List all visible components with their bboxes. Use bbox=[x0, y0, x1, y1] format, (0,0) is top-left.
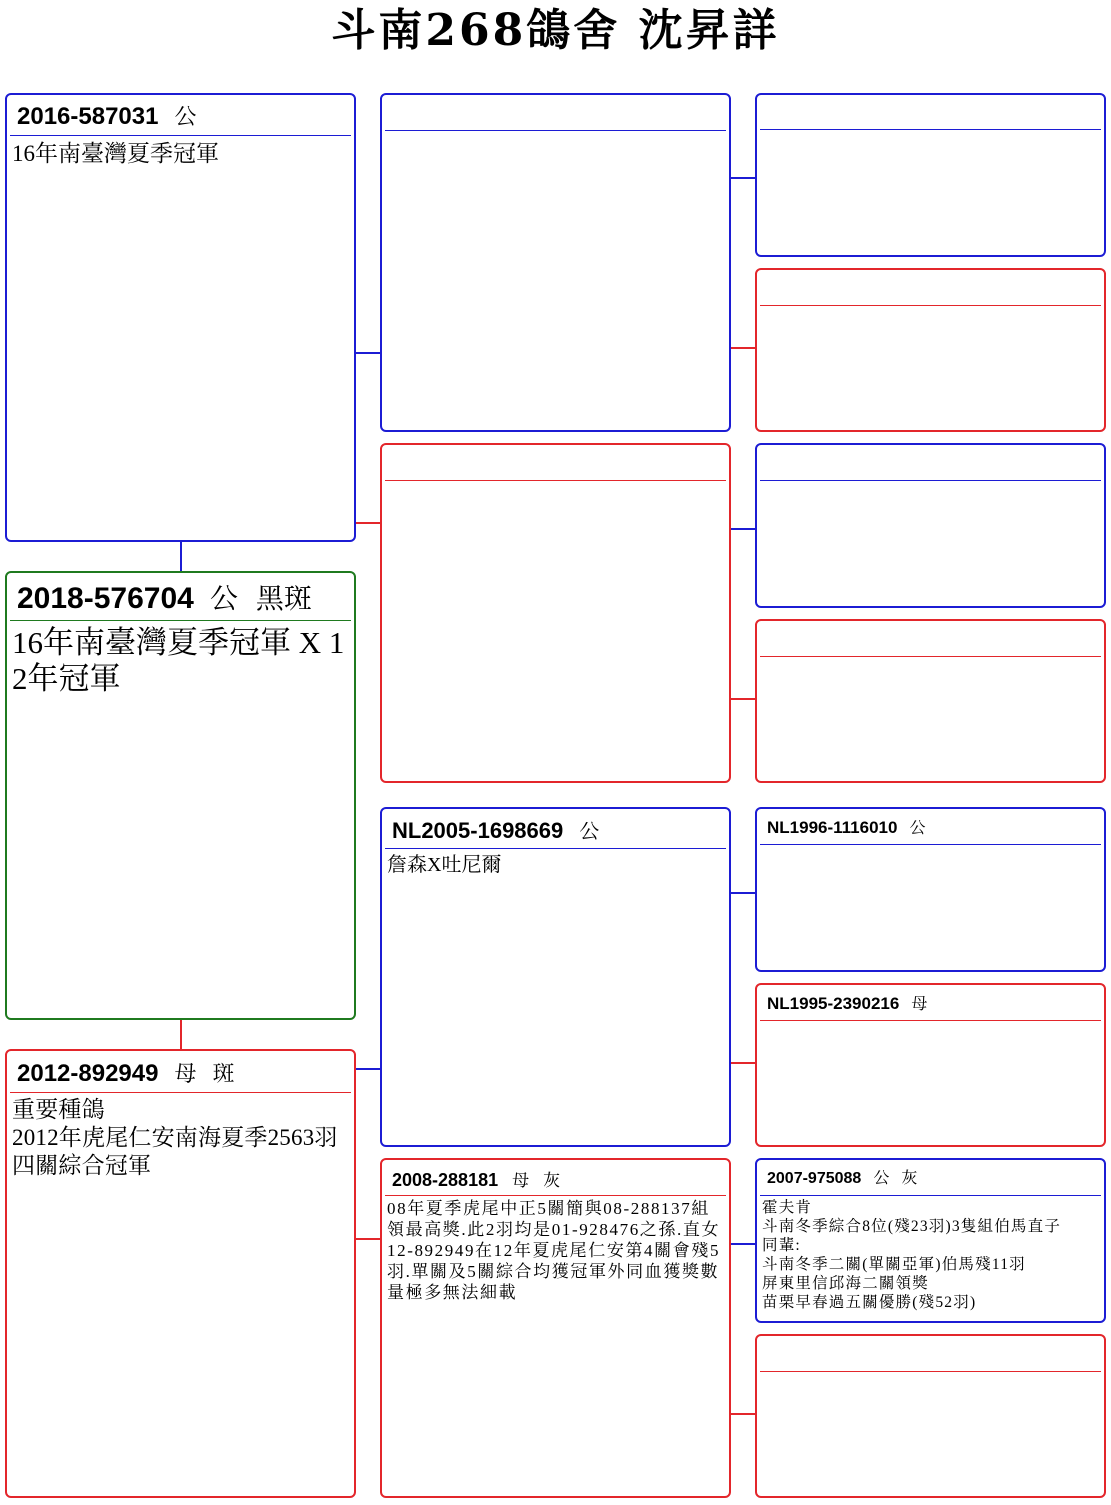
color-label: 灰 bbox=[543, 1171, 561, 1190]
pedigree-box-sire bbox=[5, 93, 356, 542]
sex-label: 母 bbox=[911, 996, 928, 1013]
note-line: 苗栗早春過五關優勝(殘52羽) bbox=[762, 1294, 977, 1311]
box-header bbox=[760, 985, 1101, 1021]
box-header bbox=[10, 95, 351, 136]
sex-label: 公 bbox=[209, 584, 238, 615]
pedigree-box-gen3-4 bbox=[755, 619, 1106, 783]
pedigree-box-dam-dam-sire bbox=[755, 1158, 1106, 1323]
connector-dam-to-dam-dam bbox=[355, 1238, 381, 1240]
box-notes bbox=[757, 1196, 1104, 1312]
pedigree-box-dam-sire-sire bbox=[755, 807, 1106, 972]
connector-gen3-8 bbox=[730, 1413, 756, 1415]
pedigree-box-gen3-2 bbox=[755, 268, 1106, 432]
box-header bbox=[760, 95, 1101, 130]
box-header bbox=[10, 1051, 351, 1093]
note-line: 16年南臺灣夏季冠軍 bbox=[12, 141, 219, 166]
box-header bbox=[760, 621, 1101, 657]
ring-number: NL1996-1116010 bbox=[767, 818, 898, 837]
connector-gen3-3 bbox=[730, 528, 756, 530]
connector-gen3-7 bbox=[730, 1243, 756, 1245]
note-line: 斗南冬季二關(單關亞軍)伯馬殘11羽 bbox=[762, 1256, 1026, 1273]
pedigree-box-gen3-3 bbox=[755, 443, 1106, 608]
box-header bbox=[10, 573, 351, 621]
connector-sire-to-sire-sire bbox=[355, 352, 381, 354]
sex-label: 母 bbox=[512, 1171, 530, 1190]
sex-label: 公 bbox=[873, 1170, 890, 1187]
page-title: 斗南268鴿舍 沈昇詳 bbox=[331, 5, 780, 56]
pedigree-box-dam-sire-dam bbox=[755, 983, 1106, 1147]
note-line: 屏東里信邱海二關領獎 bbox=[762, 1275, 930, 1292]
color-label: 黑斑 bbox=[255, 584, 312, 615]
note-line: 霍夫肯 bbox=[762, 1199, 813, 1216]
connector-gen3-6 bbox=[730, 1062, 756, 1064]
box-notes bbox=[382, 849, 729, 878]
connector-gen3-4 bbox=[730, 698, 756, 700]
box-notes: 08年夏季虎尾中正5關簡與08-288137組領最高獎.此2羽均是01-928476之孫.直女12-892949在12年夏虎尾仁安第4關會殘5羽.單關及5關綜合均獲冠軍外同血獲獎數量極多無法細載 bbox=[387, 1199, 721, 1302]
ring-number: NL2005-1698669 bbox=[392, 818, 564, 843]
box-header bbox=[760, 1160, 1101, 1196]
note-line: 重要種鴿 bbox=[12, 1097, 105, 1122]
sex-label: 公 bbox=[174, 104, 197, 129]
box-notes bbox=[7, 136, 354, 169]
color-label: 斑 bbox=[212, 1061, 235, 1086]
ring-number: 2012-892949 bbox=[17, 1060, 159, 1087]
ring-number: 2007-975088 bbox=[767, 1170, 862, 1187]
box-header bbox=[760, 445, 1101, 481]
connector-dam-to-dam-sire bbox=[355, 1068, 381, 1070]
pedigree-box-dam bbox=[5, 1049, 356, 1498]
sex-label: 公 bbox=[579, 821, 600, 843]
note-line: 四關綜合冠軍 bbox=[12, 1153, 152, 1178]
ring-number: 2018-576704 bbox=[17, 582, 194, 615]
box-notes bbox=[7, 1093, 354, 1180]
pedigree-box-gen3-8 bbox=[755, 1334, 1106, 1498]
connector-gen3-5 bbox=[730, 892, 756, 894]
note-line: 斗南冬季綜合8位(殘23羽)3隻組伯馬直子 bbox=[762, 1218, 1062, 1235]
pedigree-box-sire-dam bbox=[380, 443, 731, 783]
connector-sire-subject bbox=[180, 541, 182, 572]
sex-label: 母 bbox=[174, 1061, 197, 1086]
pedigree-box-dam-dam bbox=[380, 1158, 731, 1498]
ring-number: NL1995-2390216 bbox=[767, 994, 900, 1013]
box-header bbox=[760, 270, 1101, 306]
pedigree-box-gen3-1 bbox=[755, 93, 1106, 257]
connector-gen3-2 bbox=[730, 347, 756, 349]
ring-number: 2008-288181 bbox=[392, 1170, 499, 1190]
ring-number: 2016-587031 bbox=[17, 103, 159, 130]
connector-sire-to-sire-dam bbox=[355, 522, 381, 524]
connector-gen3-1 bbox=[730, 177, 756, 179]
note-line: 2012年虎尾仁安南海夏季2563羽 bbox=[12, 1125, 338, 1150]
pedigree-box-sire-sire bbox=[380, 93, 731, 432]
note-line: 詹森X吐尼爾 bbox=[387, 854, 502, 876]
pedigree-box-dam-sire bbox=[380, 807, 731, 1147]
note-line: 同輩: bbox=[762, 1237, 801, 1254]
box-header bbox=[385, 95, 726, 131]
color-label: 灰 bbox=[901, 1170, 918, 1187]
box-header bbox=[385, 445, 726, 481]
box-header bbox=[385, 809, 726, 849]
connector-subject-dam bbox=[180, 1019, 182, 1050]
sex-label: 公 bbox=[909, 820, 926, 837]
pedigree-box-subject bbox=[5, 571, 356, 1020]
box-header bbox=[760, 809, 1101, 845]
box-header bbox=[385, 1160, 726, 1196]
box-notes: 16年南臺灣夏季冠軍 X 12年冠軍 bbox=[12, 625, 345, 696]
box-header bbox=[760, 1336, 1101, 1372]
